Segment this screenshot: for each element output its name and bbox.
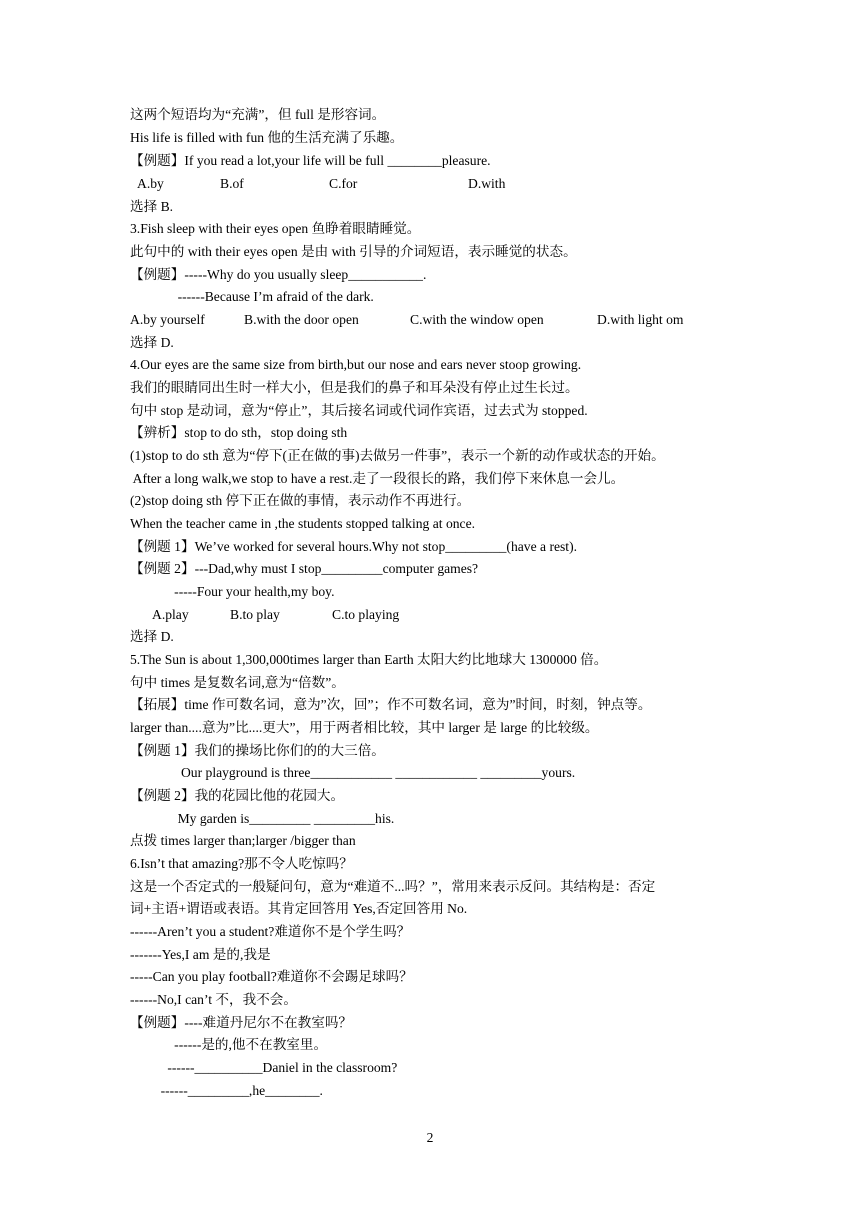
text-line: 这两个短语均为“充满”，但 full 是形容词。 <box>130 107 386 122</box>
example-question: 【例题】If you read a lot,your life will be full ________pleasure. <box>130 153 491 168</box>
option: D.with <box>468 176 506 191</box>
answer-line: 选择 B. <box>130 199 174 214</box>
section-heading: 5.The Sun is about 1,300,000times larger than Earth 太阳大约比地球大 1300000 倍。 <box>130 652 608 667</box>
example-question: Our playground is three____________ ____________ _________yours. <box>130 765 576 780</box>
section-heading: 4.Our eyes are the same size from birth,but our nose and ears never stoop growing. <box>130 357 582 372</box>
text-line: When the teacher came in ,the students stopped talking at once. <box>130 516 476 531</box>
text-line: 我们的眼睛同出生时一样大小，但是我们的鼻子和耳朵没有停止过生长过。 <box>130 380 579 395</box>
option: B.with the door open <box>244 312 359 327</box>
option: D.with light om <box>597 312 684 327</box>
text-line: (1)stop to do sth 意为“停下(正在做的事)去做另一件事”，表示一个新的动作或状态的开始。 <box>130 448 665 463</box>
example-question: 【例题 2】我的花园比他的花园大。 <box>130 788 345 803</box>
answer-line: 选择 D. <box>130 629 174 644</box>
example-question: ------Because I’m afraid of the dark. <box>130 289 374 304</box>
text-line: 此句中的 with their eyes open 是由 with 引导的介词短语，表示睡觉的状态。 <box>130 244 577 259</box>
answer-line: 选择 D. <box>130 335 174 350</box>
dialogue-line: -------Yes,I am 是的,我是 <box>130 947 271 962</box>
example-question: ------_________,he________. <box>130 1083 323 1098</box>
example-question: My garden is_________ _________his. <box>130 811 395 826</box>
dialogue-line: ------Aren’t you a student?难道你不是个学生吗？ <box>130 924 411 939</box>
hint-line: 点拨 times larger than;larger /bigger than <box>130 833 356 848</box>
page-number: 2 <box>426 1130 434 1145</box>
option: B.of <box>220 176 244 191</box>
option: C.to playing <box>332 607 400 622</box>
text-line: 【辨析】stop to do sth，stop doing sth <box>130 425 348 440</box>
option: B.to play <box>230 607 280 622</box>
option: A.by <box>137 176 164 191</box>
option: A.play <box>152 607 189 622</box>
text-line: 词+主语+谓语或表语。其肯定回答用 Yes,否定回答用 No. <box>130 901 468 916</box>
text-line: 句中 times 是复数名词,意为“倍数”。 <box>130 675 345 690</box>
text-line: After a long walk,we stop to have a rest.走了一段很长的路，我们停下来休息一会儿。 <box>130 471 625 486</box>
section-heading: 6.Isn’t that amazing?那不令人吃惊吗？ <box>130 856 353 871</box>
example-question: -----Four your health,my boy. <box>130 584 335 599</box>
text-line: larger than....意为”比....更大”，用于两者相比较，其中 larger 是 large 的比较级。 <box>130 720 599 735</box>
text-line: (2)stop doing sth 停下正在做的事情，表示动作不再进行。 <box>130 493 471 508</box>
example-question: 【例题】-----Why do you usually sleep___________. <box>130 267 427 282</box>
dialogue-line: -----Can you play football?难道你不会踢足球吗？ <box>130 969 413 984</box>
example-question: ------__________Daniel in the classroom? <box>130 1060 398 1075</box>
example-question: 【例题 1】我们的操场比你们的的大三倍。 <box>130 743 385 758</box>
text-line: 【拓展】time 作可数名词，意为”次，回”；作不可数名词，意为”时间，时刻，钟点等。 <box>130 697 652 712</box>
example-question: 【例题】----难道丹尼尔不在教室吗？ <box>130 1015 353 1030</box>
text-line: 这是一个否定式的一般疑问句，意为“难道不...吗？”，常用来表示反问。其结构是：否定 <box>130 879 656 894</box>
example-question: 【例题 2】---Dad,why must I stop_________computer games? <box>130 561 479 576</box>
text-line: 句中 stop 是动词，意为“停止”，其后接名词或代词作宾语，过去式为 stopped. <box>130 403 588 418</box>
section-heading: 3.Fish sleep with their eyes open 鱼睁着眼睛睡觉。 <box>130 221 421 236</box>
example-question: ------是的,他不在教室里。 <box>130 1037 328 1052</box>
option: A.by yourself <box>130 312 205 327</box>
option: C.for <box>329 176 358 191</box>
option: C.with the window open <box>410 312 544 327</box>
text-line: His life is filled with fun 他的生活充满了乐趣。 <box>130 130 404 145</box>
dialogue-line: ------No,I can’t 不，我不会。 <box>130 992 297 1007</box>
example-question: 【例题 1】We’ve worked for several hours.Why not stop_________(have a rest). <box>130 539 578 554</box>
